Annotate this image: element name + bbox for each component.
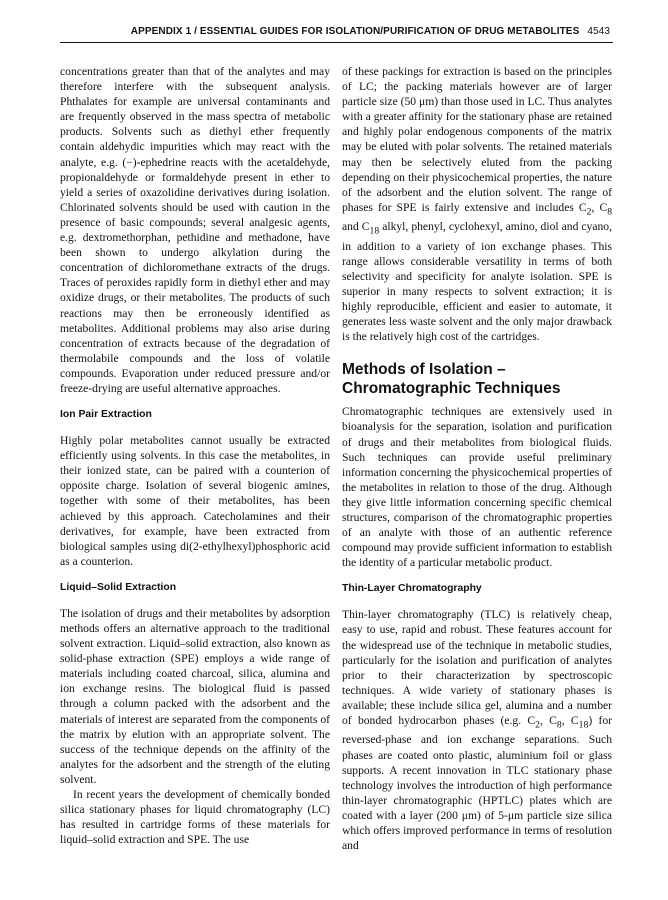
paragraph-chromatographic-techniques: Chromatographic techniques are extensively used in bioanalysis for the separation, isolation and purification of drugs and their metabolites from biological fluids. Such techniques can provide useful preliminary information concerning the physicochemical properties of the metabolites in relation to those of the drug. Although they give little information concerning specific chemical structures, comparison of the chromatographic properties of an analyte with those of an authentic reference compound may provide sufficient information to establish the identity of a particular metabolic product. <box>342 405 612 570</box>
page-number: 4543 <box>587 26 610 37</box>
right-column <box>342 64 612 853</box>
heading-thin-layer-chromatography: Thin-Layer Chromatography <box>342 583 482 595</box>
heading-liquid-solid-extraction: Liquid–Solid Extraction <box>60 581 177 593</box>
paragraph-tlc: Thin-layer chromatography (TLC) is relatively cheap, easy to use, rapid and robust. These features account for the widespread use of the technique in metabolic studies, particularly for the isolation and purification of analytes prior to their characterization by spectroscopic techniques. A wide variety of stationary phases is available; these include silica gel, alumina and a number of bonded hydrocarbon phases (e.g. $C_2$, $C_8$, $C_{18}$) for reversed-phase and ion exchange separations. Such phases are coated onto plastic, aluminium foil or glass supports. A recent innovation in TLC stationary phase technology involves the introduction of high performance thin-layer chromatographic (HPTLC) plates which are coated with a layer (200 μm) of 5-μm particle size silica which offers improved performance in terms of resolution and <box>342 608 613 853</box>
header-rule <box>60 42 613 43</box>
heading-methods-of-isolation: Methods of Isolation – Chromatographic Techniques <box>342 361 561 397</box>
paragraph-bonded-silica: In recent years the development of chemically bonded silica stationary phases for liquid chromatography (LC) has resulted in cartridge forms of these materials for liquid–solid extraction and SPE. The use <box>60 788 330 847</box>
running-title: APPENDIX 1 / ESSENTIAL GUIDES FOR ISOLATION/PURIFICATION OF DRUG METABOLITES <box>130 26 580 37</box>
paragraph-liquid-solid: The isolation of drugs and their metabolites by adsorption methods offers an alternative approach to the traditional solvent extraction. Liquid–solid extraction, also known as solid-phase extraction (SPE) employs a wide range of materials including coated charcoal, silica, alumina and ion exchange resins. The biological fluid is passed through a column packed with the adsorbent and the materials of interest are separated from the components of the matrix by elution with an appropriate solvent. The success of the technique depends on the affinity of the analytes for the adsorbent and the strength of the eluting solvent. <box>60 606 330 786</box>
left-column <box>60 64 330 847</box>
paragraph-spe-packings: of these packings for extraction is based on the principles of LC; the packing materials however are of larger particle size (50 μm) than those used in LC. Thus analytes with a greater affinity for the stationary phase are retained and highly polar endogenous components of the matrix may be eluted with polar solvents. The retained materials may then be selectively eluted from the packing depending on their physicochemical properties, the nature of the adsorbent and the elution solvent. The range of phases for SPE is fairly extensive and includes $C_2$, $C_8$ and $C_{18}$ alkyl, phenyl, cyclohexyl, amino, diol and cyano, in addition to a variety of ion exchange phases. This range allows considerable versatility in terms of both selectivity and specificity for analyte isolation. SPE is superior in many respects to solvent extraction; it is highly reproducible, efficient and easier to automate, it generates less waste solvent and the only major drawback is the relatively high cost of the cartridges. <box>342 65 613 344</box>
paragraph-ion-pair: Highly polar metabolites cannot usually be extracted efficiently using solvents. In this case the metabolites, in their ionized state, can be paired with a counterion of opposite charge. Isolation of several biogenic amines, together with some of their metabolites, has been achieved by this approach. Catecholamines and their derivatives, for example, have been extracted from biological samples using di(2-ethylhexyl)phosphoric acid as a counterion. <box>60 434 330 568</box>
running-head <box>60 26 610 37</box>
paragraph-solvent-contaminants: concentrations greater than that of the analytes and may therefore interfere with the subsequent analysis. Phthalates for example are universal contaminants and are frequently observed in the mass spectra of metabolic products. Solvents such as diethyl ether frequently contain aldehydic impurities which may react with the analyte, e.g. (−)-ephedrine reacts with the acetaldehyde, propionaldehyde or formaldehyde present in ether to yield a series of oxazolidine derivatives during isolation. Chlorinated solvents should be used with caution in the presence of basic compounds; several analgesic agents, e.g. dextromethorphan, pethidine and methadone, have been shown to undergo alkylation during the concentration of dichloromethane extracts of the drugs. Traces of peroxides rapidly form in diethyl ether and may oxidize drugs, or their metabolites. The products of such reactions may then be erroneously identified as metabolites. Additional problems may also arise during concentration of extracts because of the degradation of thermolabile compounds and the loss of volatile compounds. Evaporation under reduced pressure and/or freeze-drying are useful alternative approaches. <box>60 65 330 395</box>
heading-ion-pair-extraction: Ion Pair Extraction <box>60 409 152 421</box>
